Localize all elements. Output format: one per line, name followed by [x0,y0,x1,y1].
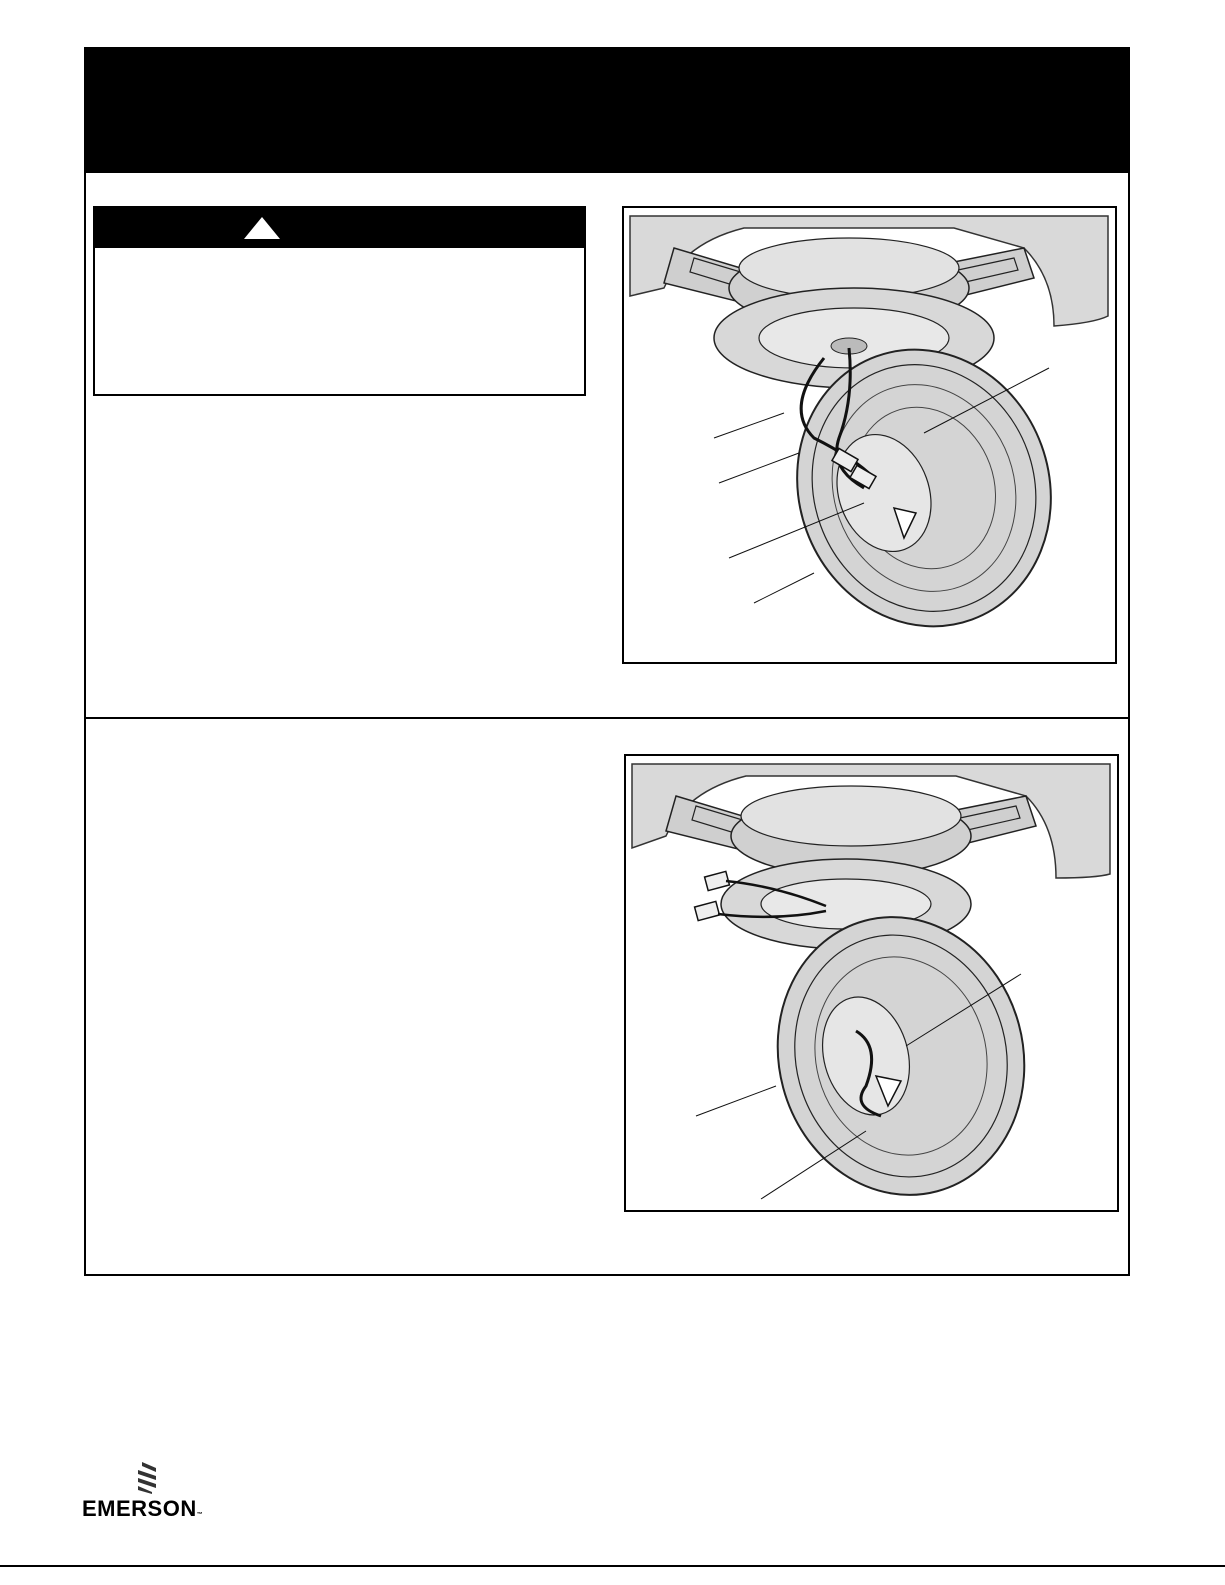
illustration-canopy-wires-disconnected [624,208,1115,662]
warning-triangle-icon [243,216,281,240]
page-frame [84,47,1130,1276]
warning-box [93,206,586,396]
brand-name: EMERSON [82,1496,197,1521]
section-header-bar [86,49,1128,173]
page-bottom-rule [0,1565,1225,1567]
emerson-logo-mark [134,1462,160,1494]
brand-wordmark [82,1496,203,1522]
emerson-logo [82,1462,222,1522]
brand-trademark: ™ [196,1512,204,1518]
illustration-light-kit-attached [626,756,1117,1210]
figure-canopy-wiring [622,206,1117,664]
warning-header [95,208,584,248]
section-divider [86,717,1128,719]
figure-light-kit-mounted [624,754,1119,1212]
